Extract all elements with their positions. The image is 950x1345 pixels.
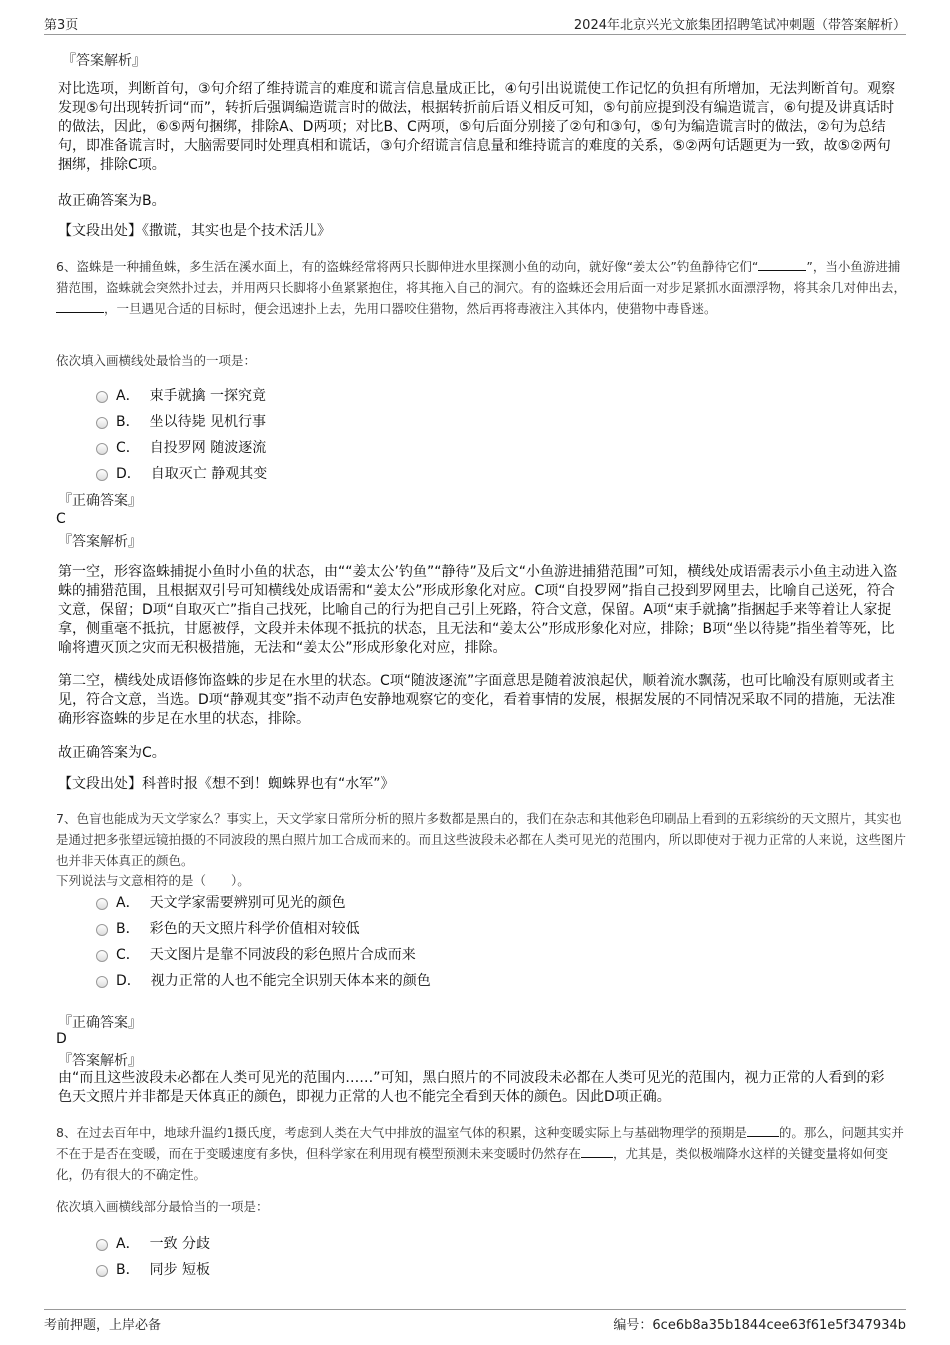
q8-blank-2 [581,1145,613,1158]
q6-analysis-p2: 第二空，横线处成语修饰盗蛛的步足在水里的状态。C项“随波逐流”字面意思是随着波浪起伏，顺着流水飘荡，也可比喻没有原则或者主见，符合文意，当选。D项“静观其变”指不动声色安静地观察它的变化，看着事情的发展，根据发展的不同情况采取不同的措施，无法准确形容盗蛛的步足在水里的状态，排除。 [58,673,896,727]
q6-conclusion: 故正确答案为C。 [58,745,166,761]
q7-option-a[interactable] [96,892,346,912]
q6-option-c[interactable] [96,437,266,457]
q8-stem [56,1122,906,1185]
q8-option-b[interactable] [96,1259,210,1279]
option-text: 同步 短板 [149,1262,211,1278]
option-text: 彩色的天文照片科学价值相对较低 [149,921,360,937]
page-footer [44,1309,906,1334]
q6-blank-2 [56,300,104,313]
option-letter: B． [116,1262,140,1278]
q7-correct-answer: D [56,1031,67,1047]
option-letter: D． [116,973,141,989]
q6-analysis-p1: 第一空，形容盗蛛捕捉小鱼时小鱼的状态，由““姜太公’钓鱼”“静待”及后文“小鱼游进捕猎范围”可知，横线处成语需表示小鱼主动进入盗蛛的捕猎范围，且根据双引号可知横线处成语需和“姜太公”形成形象化对应。C项“自投罗网”指自己投到罗网里去，比喻自己送死，符合文意，保留；D项“自取灭亡”指自己找死，比喻自己的行为把自己引上死路，符合文意，保留。A项“束手就擒”指捆起手来等着让人家捉拿，侧重毫不抵抗，甘愿被俘，文段并未体现不抵抗的状态，且无法和“姜太公”形成形象化对应，排除；B项“坐以待毙”指坐着等死，比喻将遭灭顶之灾而无积极措施，无法和“姜太公”形成形象化对应，排除。 [58,564,898,656]
q8-stem-part3: ，尤其是，类似极端降水这样的关键变量将如何变化，仍有很大的不确定性。 [56,1146,889,1182]
q6-option-a[interactable] [96,385,266,405]
radio-button[interactable] [96,469,108,481]
option-text: 视力正常的人也不能完全识别天体本来的颜色 [150,973,431,989]
document-title: 2024年北京兴光文旅集团招聘笔试冲刺题（带答案解析） [573,18,906,33]
q7-option-c[interactable] [96,944,416,964]
q8-prompt: 依次填入画横线部分最恰当的一项是： [56,1199,269,1214]
q5-conclusion: 故正确答案为B。 [58,193,166,209]
option-letter: D． [116,466,141,482]
q5-analysis-label: 『答案解析』 [62,53,146,69]
option-text: 天文图片是靠不同波段的彩色照片合成而来 [149,947,416,963]
q5-source: 【文段出处】《撒谎，其实也是个技术活儿》 [58,223,331,239]
q6-correct-answer: C [56,511,66,527]
q7-analysis-label: 『答案解析』 [58,1053,142,1069]
q7-analysis-text: 由“而且这些波段未必都在人类可见光的范围内……”可知，黑白照片的不同波段未必都在人类可见光的范围内，视力正常的人看到的彩色天文照片并非都是天体真正的颜色，即视力正常的人也不能完全看到天体的颜色。因此D项正确。 [58,1070,885,1105]
q6-stem-part2: ”，当小鱼游进捕猎范围，盗蛛就会突然扑过去，并用两只长脚将小鱼紧紧抱住，将其拖入自己的洞穴。有的盗蛛还会用后面一对步足紧抓水面漂浮物，将其余几对伸出去， [56,259,907,295]
q7-prompt: 下列说法与文意相符的是（ ）。 [56,873,250,888]
q7-correct-label: 『正确答案』 [58,1015,142,1031]
option-text: 自投罗网 随波逐流 [149,440,267,456]
code-label: 编号： [613,1318,653,1333]
q6-option-b[interactable] [96,411,266,431]
radio-button[interactable] [96,950,108,962]
q6-prompt: 依次填入画横线处最恰当的一项是： [56,353,257,368]
option-text: 一致 分歧 [149,1236,211,1252]
radio-button[interactable] [96,417,108,429]
option-letter: A． [116,895,140,911]
q6-stem-part1: 6、盗蛛是一种捕鱼蛛，多生活在溪水面上，有的盗蛛经常将两只长脚伸进水里探测小鱼的动向，就好像“姜太公”钓鱼静待它们“ [56,259,759,274]
q6-source: 【文段出处】科普时报《想不到！蜘蛛界也有“水军”》 [58,776,395,792]
option-letter: C． [116,440,140,456]
q7-option-b[interactable] [96,918,360,938]
option-letter: C． [116,947,140,963]
option-text: 自取灭亡 静观其变 [150,466,268,482]
q5-analysis-text: 对比选项，判断首句，③句介绍了维持谎言的难度和谎言信息量成正比，④句引出说谎使工作记忆的负担有所增加，无法判断首句。观察发现⑤句出现转折词“而”，转折后强调编造谎言时的做法，根据转折前后语义相反可知，⑤句前应提到没有编造谎言，⑥句提及讲真话时的做法，因此，⑥⑤两句捆绑，排除A、D两项；对比B、C两项，⑤句后面分别接了②句和③句，⑤句为编造谎言时的做法，②句为总结句，即准备谎言时，大脑需要同时处理真相和谎话，③句介绍谎言信息量和维持谎言的难度的关系，⑤②两句话题更为一致，故⑤②两句捆绑，排除C项。 [58,81,896,173]
q6-stem [56,256,906,319]
option-letter: B． [116,414,140,430]
page-header [44,12,906,35]
option-letter: A． [116,1236,140,1252]
document-code [613,1314,906,1333]
footer-slogan: 考前押题，上岸必备 [44,1318,162,1333]
radio-button[interactable] [96,391,108,403]
option-text: 束手就擒 一探究竟 [149,388,267,404]
q6-analysis-label: 『答案解析』 [58,534,142,550]
radio-button[interactable] [96,924,108,936]
q8-stem-part1: 8、在过去百年中，地球升温约1摄氏度，考虑到人类在大气中排放的温室气体的积累，这种变暖实际上与基础物理学的预期是 [56,1125,747,1140]
radio-button[interactable] [96,443,108,455]
radio-button[interactable] [96,898,108,910]
code-value: 6ce6b8a35b1844cee63f61e5f347934b [652,1318,906,1333]
q6-correct-label: 『正确答案』 [58,493,142,509]
radio-button[interactable] [96,976,108,988]
q6-blank-1 [758,258,806,271]
radio-button[interactable] [96,1265,108,1277]
option-letter: B． [116,921,140,937]
q7-option-d[interactable] [96,970,431,990]
q8-blank-1 [747,1124,779,1137]
q6-stem-part3: ，一旦遇见合适的目标时，便会迅速扑上去，先用口器咬住猎物，然后再将毒液注入其体内，使猎物中毒昏迷。 [104,301,717,316]
q7-stem: 7、色盲也能成为天文学家么？事实上，天文学家日常所分析的照片多数都是黑白的，我们在杂志和其他彩色印刷品上看到的五彩缤纷的天文照片，其实也是通过把多张望远镜拍摄的不同波段的黑白照片加工合成而来的。而且这些波段未必都在人类可见光的范围内，所以即使对于视力正常的人来说，这些图片也并非天体真正的颜色。 [56,811,907,868]
option-text: 天文学家需要辨别可见光的颜色 [149,895,346,911]
option-letter: A． [116,388,140,404]
option-text: 坐以待毙 见机行事 [149,414,267,430]
q8-option-a[interactable] [96,1233,210,1253]
q6-option-d[interactable] [96,463,267,483]
radio-button[interactable] [96,1239,108,1251]
page-number: 第3页 [44,18,79,33]
q8-stem-part2: 的。那么，问题其实并不在于是否在变暖，而在于变暖速度有多快，但科学家在利用现有模型预测未来变暖时仍然存在 [56,1125,904,1161]
